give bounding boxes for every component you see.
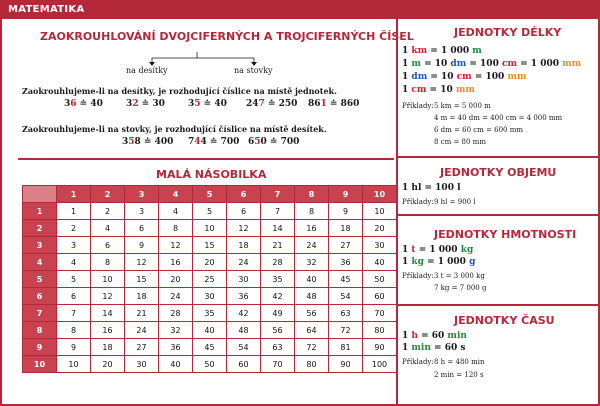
product-cell: 8 bbox=[91, 254, 125, 271]
example-digits: 3 bbox=[188, 99, 195, 109]
unit-segment: 1 bbox=[402, 72, 412, 82]
unit-line bbox=[402, 85, 475, 95]
product-cell: 18 bbox=[227, 237, 261, 254]
product-cell: 21 bbox=[261, 237, 295, 254]
product-cell: 21 bbox=[125, 305, 159, 322]
unit-line bbox=[402, 331, 467, 341]
row-header-cell: 10 bbox=[23, 356, 57, 373]
unit-example: 8 h = 480 min bbox=[434, 358, 485, 366]
product-cell: 8 bbox=[57, 322, 91, 339]
volume-examples-label: Příklady: bbox=[402, 198, 434, 206]
product-cell: 20 bbox=[159, 271, 193, 288]
product-cell: 24 bbox=[125, 322, 159, 339]
unit-line bbox=[402, 343, 465, 353]
product-cell: 18 bbox=[91, 339, 125, 356]
product-cell: 54 bbox=[329, 288, 363, 305]
to-tens-label: na desítky bbox=[126, 66, 168, 75]
example-result: ≐ 250 bbox=[264, 99, 298, 109]
example-key-digit: 6 bbox=[70, 99, 77, 109]
example-digits: 0 bbox=[260, 137, 267, 147]
example-digits: 4 bbox=[200, 137, 207, 147]
volume-title: JEDNOTKY OBJEMU bbox=[440, 166, 557, 179]
unit-line bbox=[402, 46, 482, 56]
unit-segment: dm bbox=[411, 72, 428, 82]
product-cell: 40 bbox=[193, 322, 227, 339]
product-cell: 3 bbox=[125, 203, 159, 220]
product-cell: 28 bbox=[159, 305, 193, 322]
unit-example: 4 m = 40 dm = 400 cm = 4 000 mm bbox=[434, 114, 563, 122]
unit-example: 2 min = 120 s bbox=[434, 371, 484, 379]
product-cell: 60 bbox=[363, 288, 397, 305]
table-row bbox=[23, 356, 397, 373]
unit-segment: = 1 000 bbox=[516, 59, 563, 69]
product-cell: 40 bbox=[295, 271, 329, 288]
product-cell: 27 bbox=[125, 339, 159, 356]
product-cell: 18 bbox=[125, 288, 159, 305]
rounding-title: ZAOKROUHLOVÁNÍ DVOJCIFERNÝCH A TROJCIFERNÝCH ČÍSEL bbox=[40, 30, 414, 43]
product-cell: 20 bbox=[363, 220, 397, 237]
column-header-cell: 6 bbox=[227, 186, 261, 203]
product-cell: 8 bbox=[159, 220, 193, 237]
product-cell: 56 bbox=[261, 322, 295, 339]
unit-segment: 1 bbox=[402, 257, 412, 267]
product-cell: 15 bbox=[193, 237, 227, 254]
to-hundreds-label: na stovky bbox=[234, 66, 273, 75]
row-header-cell: 6 bbox=[23, 288, 57, 305]
product-cell: 10 bbox=[57, 356, 91, 373]
example-key-digit: 5 bbox=[194, 99, 201, 109]
multiplication-table bbox=[22, 185, 397, 373]
product-cell: 14 bbox=[261, 220, 295, 237]
unit-segment: = 60 s bbox=[430, 343, 466, 353]
unit-segment: = 1 000 bbox=[427, 46, 473, 56]
example-result: ≐ 40 bbox=[200, 99, 227, 109]
product-cell: 8 bbox=[295, 203, 329, 220]
product-cell: 35 bbox=[193, 305, 227, 322]
column-header-cell: 8 bbox=[295, 186, 329, 203]
row-header-cell: 2 bbox=[23, 220, 57, 237]
product-cell: 48 bbox=[227, 322, 261, 339]
product-cell: 80 bbox=[363, 322, 397, 339]
mass-divider bbox=[398, 304, 598, 306]
unit-segment: h bbox=[411, 331, 418, 341]
unit-segment: t bbox=[411, 245, 416, 255]
unit-segment: dm bbox=[450, 59, 467, 69]
product-cell: 1 bbox=[57, 203, 91, 220]
table-row bbox=[23, 237, 397, 254]
product-cell: 2 bbox=[57, 220, 91, 237]
product-cell: 36 bbox=[329, 254, 363, 271]
row-header-cell: 5 bbox=[23, 271, 57, 288]
product-cell: 32 bbox=[159, 322, 193, 339]
table-row bbox=[23, 220, 397, 237]
example-digits: 24 bbox=[246, 99, 259, 109]
multiplication-title: MALÁ NÁSOBILKA bbox=[156, 168, 267, 181]
length-title: JEDNOTKY DÉLKY bbox=[454, 26, 562, 39]
time-examples-label: Příklady: bbox=[402, 358, 434, 366]
unit-line bbox=[402, 72, 527, 82]
table-corner-cell bbox=[23, 186, 57, 203]
unit-line bbox=[402, 245, 473, 255]
table-row bbox=[23, 254, 397, 271]
rounding-example bbox=[248, 137, 299, 147]
product-cell: 14 bbox=[91, 305, 125, 322]
unit-segment: min bbox=[447, 331, 467, 341]
product-cell: 6 bbox=[125, 220, 159, 237]
example-key-digit: 2 bbox=[132, 99, 139, 109]
unit-line bbox=[402, 257, 475, 267]
table-row bbox=[23, 203, 397, 220]
product-cell: 5 bbox=[57, 271, 91, 288]
product-cell: 24 bbox=[159, 288, 193, 305]
unit-segment: = 1 000 bbox=[415, 245, 461, 255]
row-header-cell: 1 bbox=[23, 203, 57, 220]
example-digits: 3 bbox=[64, 99, 71, 109]
example-digits: 3 bbox=[126, 99, 133, 109]
unit-segment: m bbox=[472, 46, 482, 56]
length-divider bbox=[398, 156, 598, 158]
unit-segment: m bbox=[411, 59, 421, 69]
example-digits: 3 bbox=[122, 137, 129, 147]
row-header-cell: 4 bbox=[23, 254, 57, 271]
product-cell: 56 bbox=[295, 305, 329, 322]
product-cell: 63 bbox=[261, 339, 295, 356]
product-cell: 2 bbox=[91, 203, 125, 220]
unit-segment: = 100 bbox=[466, 59, 502, 69]
example-key-digit: 4 bbox=[194, 137, 201, 147]
product-cell: 16 bbox=[295, 220, 329, 237]
product-cell: 35 bbox=[261, 271, 295, 288]
product-cell: 45 bbox=[329, 271, 363, 288]
volume-divider bbox=[398, 214, 598, 216]
product-cell: 36 bbox=[159, 339, 193, 356]
product-cell: 42 bbox=[261, 288, 295, 305]
table-row bbox=[23, 288, 397, 305]
time-title: JEDNOTKY ČASU bbox=[454, 314, 555, 327]
unit-segment: = 10 bbox=[427, 72, 457, 82]
table-row bbox=[23, 339, 397, 356]
product-cell: 7 bbox=[261, 203, 295, 220]
unit-segment: 1 bbox=[402, 331, 412, 341]
product-cell: 60 bbox=[227, 356, 261, 373]
product-cell: 90 bbox=[363, 339, 397, 356]
arrow-to-tens bbox=[152, 52, 197, 64]
example-key-digit: 5 bbox=[128, 137, 135, 147]
unit-example: 7 kg = 7 000 g bbox=[434, 284, 487, 292]
unit-segment: kg bbox=[460, 245, 474, 255]
product-cell: 48 bbox=[295, 288, 329, 305]
unit-segment: 1 bbox=[402, 46, 412, 56]
length-examples-label: Příklady: bbox=[402, 102, 434, 110]
product-cell: 5 bbox=[193, 203, 227, 220]
table-header-row bbox=[23, 186, 397, 203]
example-result: ≐ 400 bbox=[140, 137, 174, 147]
rounding-example bbox=[126, 99, 165, 109]
header-bar bbox=[2, 2, 598, 19]
arrow-to-hundreds bbox=[197, 58, 254, 64]
product-cell: 16 bbox=[91, 322, 125, 339]
rounding-example bbox=[308, 99, 359, 109]
product-cell: 27 bbox=[329, 237, 363, 254]
product-cell: 10 bbox=[363, 203, 397, 220]
product-cell: 32 bbox=[295, 254, 329, 271]
product-cell: 24 bbox=[227, 254, 261, 271]
unit-segment: mm bbox=[507, 72, 527, 82]
product-cell: 10 bbox=[193, 220, 227, 237]
product-cell: 3 bbox=[57, 237, 91, 254]
unit-segment: kg bbox=[411, 257, 424, 267]
table-row bbox=[23, 305, 397, 322]
column-header-cell: 9 bbox=[329, 186, 363, 203]
column-header-cell: 2 bbox=[91, 186, 125, 203]
example-result: ≐ 700 bbox=[266, 137, 300, 147]
product-cell: 70 bbox=[363, 305, 397, 322]
product-cell: 9 bbox=[125, 237, 159, 254]
unit-segment: mm bbox=[562, 59, 582, 69]
volume-line: 1 hl = 100 l bbox=[402, 183, 461, 193]
product-cell: 9 bbox=[329, 203, 363, 220]
row-header-cell: 8 bbox=[23, 322, 57, 339]
product-cell: 20 bbox=[91, 356, 125, 373]
unit-segment: cm bbox=[411, 85, 427, 95]
unit-segment: min bbox=[411, 343, 431, 353]
product-cell: 6 bbox=[227, 203, 261, 220]
product-cell: 30 bbox=[193, 288, 227, 305]
example-digits: 7 bbox=[188, 137, 195, 147]
mass-title: JEDNOTKY HMOTNOSTI bbox=[434, 228, 577, 241]
product-cell: 12 bbox=[125, 254, 159, 271]
unit-segment: = 10 bbox=[420, 59, 451, 69]
column-header-cell: 10 bbox=[363, 186, 397, 203]
volume-example: 9 hl = 900 l bbox=[434, 198, 476, 206]
example-key-digit: 7 bbox=[258, 99, 265, 109]
unit-example: 6 dm = 60 cm = 600 mm bbox=[434, 126, 523, 134]
unit-example: 8 cm = 80 mm bbox=[434, 138, 486, 146]
product-cell: 6 bbox=[91, 237, 125, 254]
example-digits: 6 bbox=[248, 137, 255, 147]
rounding-example bbox=[122, 137, 173, 147]
product-cell: 16 bbox=[159, 254, 193, 271]
unit-example: 5 km = 5 000 m bbox=[434, 102, 491, 110]
unit-segment: = 100 bbox=[471, 72, 508, 82]
product-cell: 50 bbox=[363, 271, 397, 288]
tens-rule: Zaokrouhlujeme-li na desítky, je rozhodující číslice na místě jednotek. bbox=[22, 86, 337, 96]
unit-line bbox=[402, 59, 581, 69]
product-cell: 6 bbox=[57, 288, 91, 305]
product-cell: 4 bbox=[57, 254, 91, 271]
row-header-cell: 7 bbox=[23, 305, 57, 322]
product-cell: 20 bbox=[193, 254, 227, 271]
product-cell: 54 bbox=[227, 339, 261, 356]
example-digits: 8 bbox=[134, 137, 141, 147]
product-cell: 30 bbox=[227, 271, 261, 288]
product-cell: 25 bbox=[193, 271, 227, 288]
unit-example: 3 t = 3 000 kg bbox=[434, 272, 485, 280]
rounding-example bbox=[188, 99, 227, 109]
product-cell: 50 bbox=[193, 356, 227, 373]
hundreds-rule: Zaokrouhlujeme-li na stovky, je rozhodující číslice na místě desítek. bbox=[22, 124, 327, 134]
product-cell: 90 bbox=[329, 356, 363, 373]
product-cell: 63 bbox=[329, 305, 363, 322]
row-header-cell: 3 bbox=[23, 237, 57, 254]
header-title: MATEMATIKA bbox=[8, 4, 85, 15]
table-row bbox=[23, 322, 397, 339]
unit-segment: cm bbox=[501, 59, 517, 69]
row-header-cell: 9 bbox=[23, 339, 57, 356]
product-cell: 12 bbox=[159, 237, 193, 254]
product-cell: 81 bbox=[329, 339, 363, 356]
column-header-cell: 5 bbox=[193, 186, 227, 203]
product-cell: 42 bbox=[227, 305, 261, 322]
column-header-cell: 4 bbox=[159, 186, 193, 203]
example-result: ≐ 860 bbox=[326, 99, 360, 109]
product-cell: 28 bbox=[261, 254, 295, 271]
rounding-example bbox=[64, 99, 103, 109]
product-cell: 12 bbox=[91, 288, 125, 305]
product-cell: 40 bbox=[363, 254, 397, 271]
product-cell: 72 bbox=[329, 322, 363, 339]
product-cell: 4 bbox=[159, 203, 193, 220]
product-cell: 100 bbox=[363, 356, 397, 373]
unit-segment: g bbox=[469, 257, 476, 267]
mass-examples-label: Příklady: bbox=[402, 272, 434, 280]
example-digits: 86 bbox=[308, 99, 321, 109]
product-cell: 9 bbox=[57, 339, 91, 356]
unit-segment: 1 bbox=[402, 85, 412, 95]
column-header-cell: 7 bbox=[261, 186, 295, 203]
product-cell: 10 bbox=[91, 271, 125, 288]
product-cell: 15 bbox=[125, 271, 159, 288]
unit-segment: = 10 bbox=[426, 85, 456, 95]
product-cell: 18 bbox=[329, 220, 363, 237]
rounding-example bbox=[188, 137, 239, 147]
product-cell: 12 bbox=[227, 220, 261, 237]
product-cell: 80 bbox=[295, 356, 329, 373]
unit-segment: mm bbox=[455, 85, 475, 95]
unit-segment: 1 bbox=[402, 343, 412, 353]
product-cell: 7 bbox=[57, 305, 91, 322]
unit-segment: 1 bbox=[402, 245, 412, 255]
product-cell: 64 bbox=[295, 322, 329, 339]
product-cell: 30 bbox=[125, 356, 159, 373]
unit-segment: cm bbox=[456, 72, 472, 82]
unit-segment: 1 bbox=[402, 59, 412, 69]
example-result: ≐ 30 bbox=[138, 99, 165, 109]
unit-segment: km bbox=[411, 46, 428, 56]
example-key-digit: 5 bbox=[254, 137, 261, 147]
product-cell: 30 bbox=[363, 237, 397, 254]
unit-segment: = 60 bbox=[417, 331, 448, 341]
column-header-cell: 3 bbox=[125, 186, 159, 203]
product-cell: 49 bbox=[261, 305, 295, 322]
rounding-example bbox=[246, 99, 297, 109]
product-cell: 45 bbox=[193, 339, 227, 356]
product-cell: 72 bbox=[295, 339, 329, 356]
column-header-cell: 1 bbox=[57, 186, 91, 203]
example-result: ≐ 700 bbox=[206, 137, 240, 147]
product-cell: 70 bbox=[261, 356, 295, 373]
product-cell: 40 bbox=[159, 356, 193, 373]
product-cell: 36 bbox=[227, 288, 261, 305]
product-cell: 4 bbox=[91, 220, 125, 237]
table-row bbox=[23, 271, 397, 288]
unit-segment: = 1 000 bbox=[423, 257, 470, 267]
example-key-digit: 1 bbox=[320, 99, 327, 109]
example-result: ≐ 40 bbox=[76, 99, 103, 109]
product-cell: 24 bbox=[295, 237, 329, 254]
section-divider bbox=[18, 158, 394, 160]
